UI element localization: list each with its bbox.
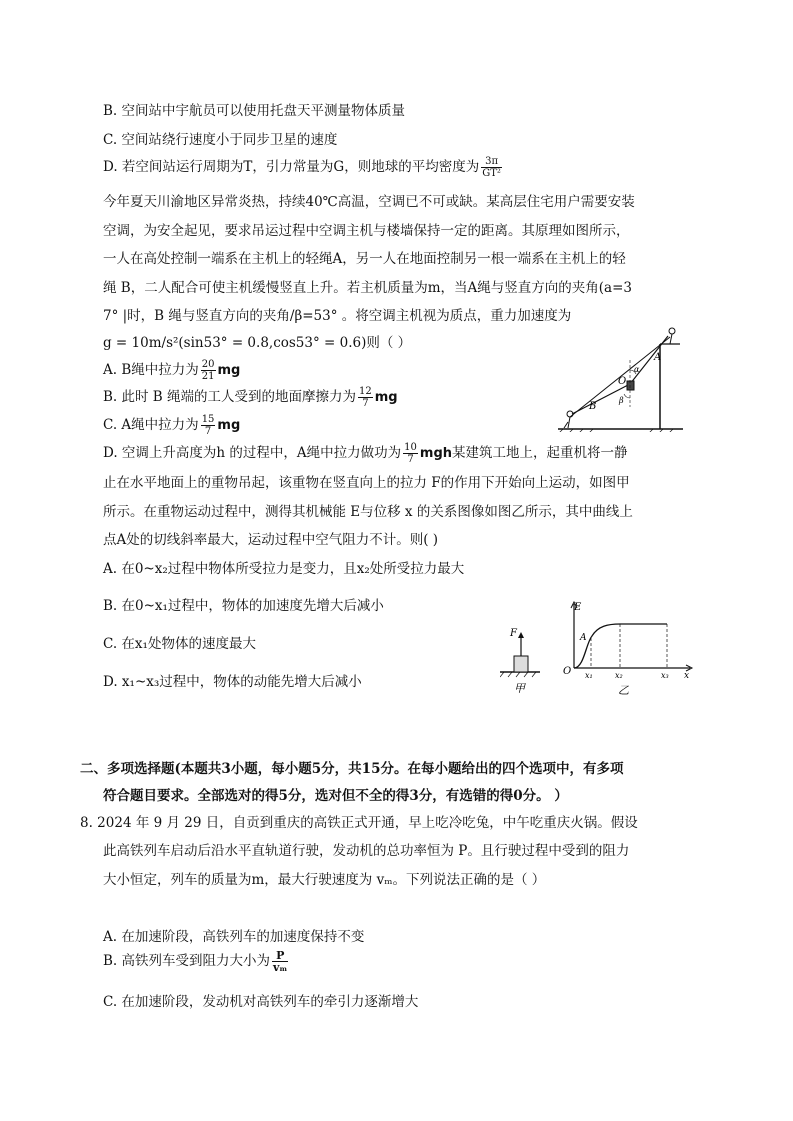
frac-num: P bbox=[272, 950, 288, 962]
label-o: O bbox=[563, 666, 572, 677]
ac-option-d bbox=[103, 442, 628, 465]
ac-stem-line-2: 空调，为安全起见，要求吊运过程中空调主机与楼墙保持一定的距离。其原理如图所示， bbox=[103, 223, 630, 239]
worker-a-icon bbox=[669, 328, 675, 334]
density-fraction bbox=[481, 156, 502, 179]
ac-unit bbox=[627, 381, 634, 390]
frac bbox=[201, 414, 216, 437]
frac-den: 7 bbox=[407, 454, 414, 465]
label-x: x bbox=[684, 671, 690, 681]
beta-arc bbox=[624, 394, 630, 398]
ac-option-b bbox=[103, 386, 398, 409]
frac-den: 21 bbox=[201, 371, 215, 382]
q8-stem-line-1: 8. 2024 年 9 月 29 日，自贡到重庆的高铁正式开通，早上吃冷吃兔，中午吃重庆火锅。假设 bbox=[80, 815, 638, 831]
mgh-term: mgh bbox=[419, 446, 453, 461]
q8-option-a: A. 在加速阶段，高铁列车的加速度保持不变 bbox=[103, 929, 365, 945]
crane-option-a: A. 在0~x₂过程中物体所受拉力是变力，且x₂处所受拉力最大 bbox=[103, 561, 465, 577]
ac-option-a-text: A. B绳中拉力为 bbox=[103, 362, 199, 378]
crane-option-d: D. x₁~x₃过程中，物体的动能先增大后减小 bbox=[103, 674, 362, 690]
frac-den: 7 bbox=[204, 426, 212, 437]
q8-option-b-text: B. 高铁列车受到阻力大小为 bbox=[103, 953, 271, 969]
q8-stem-line-3: 大小恒定，列车的质量为m，最大行驶速度为 vₘ。下列说法正确的是（ ） bbox=[103, 872, 546, 888]
weight-block bbox=[514, 656, 528, 672]
frac bbox=[403, 442, 418, 465]
frac bbox=[358, 386, 373, 409]
crane-stem-line-2: 所示。在重物运动过程中，测得其机械能 E与位移 x 的关系图像如图乙所示，其中曲线上 bbox=[103, 504, 633, 520]
crane-option-b: B. 在0~x₁过程中，物体的加速度先增大后减小 bbox=[103, 598, 384, 614]
option-b: B. 空间站中宇航员可以使用托盘天平测量物体质量 bbox=[103, 103, 406, 119]
option-d-text: D. 若空间站运行周期为T，引力常量为G，则地球的平均密度为 bbox=[103, 159, 480, 175]
q8-option-b bbox=[103, 950, 290, 973]
figure-yi-energy-graph bbox=[560, 598, 695, 698]
ac-stem-line-6: g = 10m/s²(sin53° = 0.8,cos53° = 0.6)则（ ） bbox=[103, 335, 412, 351]
label-a: A bbox=[580, 633, 587, 643]
q8-option-c: C. 在加速阶段，发动机对高铁列车的牵引力逐渐增大 bbox=[103, 994, 419, 1010]
crane-option-c: C. 在x₁处物体的速度最大 bbox=[103, 636, 256, 652]
option-d bbox=[103, 156, 504, 179]
caption-yi: 乙 bbox=[618, 684, 629, 697]
label-a: A bbox=[654, 352, 662, 363]
label-e: E bbox=[574, 602, 582, 613]
section-2-heading-line-1: 二、多项选择题(本题共3小题，每小题5分，共15分。在每小题给出的四个选项中，有多项 bbox=[80, 761, 624, 777]
label-x2: x₂ bbox=[615, 671, 623, 680]
ac-option-d-text: D. 空调上升高度为h 的过程中，A绳中拉力做功为 bbox=[103, 445, 402, 461]
ac-hoist-figure bbox=[558, 322, 683, 432]
mg-term: mg bbox=[217, 363, 241, 378]
ac-stem-line-3: 一人在高处控制一端系在主机上的轻绳A，另一人在地面控制另一根一端系在主机上的轻 bbox=[103, 251, 626, 267]
mg-term: mg bbox=[374, 390, 398, 405]
crane-stem-line-3: 点A处的切线斜率最大，运动过程中空气阻力不计。则( ) bbox=[103, 532, 439, 548]
label-x1: x₁ bbox=[585, 671, 593, 680]
label-alpha: α bbox=[634, 365, 640, 374]
label-o: O bbox=[618, 376, 627, 387]
ac-stem-line-5: 7° |时，B 绳与竖直方向的夹角/β=53° 。将空调主机视为质点，重力加速度为 bbox=[103, 308, 572, 324]
frac-num: 15 bbox=[201, 414, 215, 425]
ac-option-c-text: C. A绳中拉力为 bbox=[103, 417, 199, 433]
frac-num: 10 bbox=[404, 442, 417, 453]
caption-jia: 甲 bbox=[514, 682, 525, 695]
option-c: C. 空间站绕行速度小于同步卫星的速度 bbox=[103, 132, 338, 148]
ac-option-c bbox=[103, 414, 240, 437]
crane-stem-line-1: 止在水平地面上的重物吊起，该重物在竖直向上的拉力 F的作用下开始向上运动，如图甲 bbox=[103, 475, 630, 491]
frac-num: 20 bbox=[201, 359, 215, 370]
frac-den: 7 bbox=[362, 398, 369, 409]
rope-a bbox=[630, 336, 668, 384]
ac-option-b-text: B. 此时 B 绳端的工人受到的地面摩擦力为 bbox=[103, 389, 357, 405]
section-2-heading-line-2: 符合题目要求。全部选对的得5分，选对但不全的得3分，有选错的得0分。 ） bbox=[103, 788, 568, 804]
ac-stem-line-1: 今年夏天川渝地区异常炎热，持续40℃高温，空调已不可或缺。某高层住宅用户需要安装 bbox=[103, 194, 635, 210]
frac bbox=[201, 359, 216, 382]
frac-den: GT² bbox=[482, 168, 501, 179]
label-b: B bbox=[589, 401, 597, 412]
label-x3: x₃ bbox=[661, 671, 669, 680]
ac-option-a bbox=[103, 359, 240, 382]
resistance-fraction bbox=[272, 950, 288, 973]
frac-num: 3π bbox=[481, 156, 502, 168]
frac-num: 12 bbox=[359, 386, 372, 397]
mg-term: mg bbox=[217, 418, 241, 433]
q8-stem-line-2: 此高铁列车启动后沿水平直轨道行驶，发动机的总功率恒为 P。且行驶过程中受到的阻力 bbox=[103, 843, 630, 859]
frac-den: vₘ bbox=[273, 961, 288, 974]
label-beta: β bbox=[619, 396, 624, 405]
figure-jia bbox=[500, 622, 550, 697]
ac-stem-line-4: 绳 B，二人配合可使主机缓慢竖直上升。若主机质量为m，当A绳与竖直方向的夹角(a=3 bbox=[103, 280, 632, 296]
energy-curve bbox=[574, 624, 667, 668]
label-f: F bbox=[510, 628, 517, 639]
crane-stem-start: 某建筑工地上，起重机将一静 bbox=[452, 445, 628, 461]
